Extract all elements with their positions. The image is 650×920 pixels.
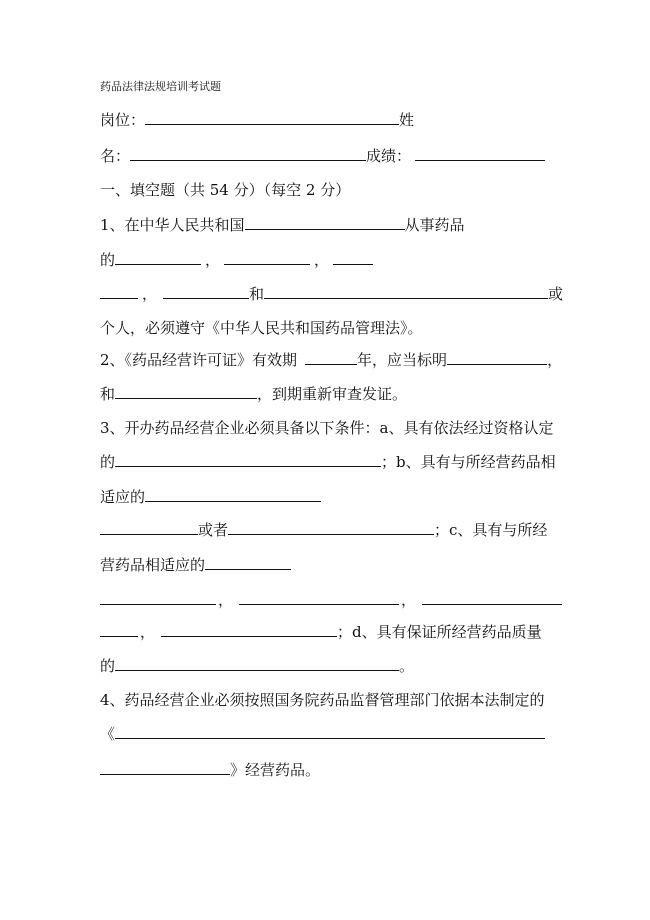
- q3-line1: 3、开办药品经营企业必须具备以下条件：a、具有依法经过资格认定: [100, 419, 554, 437]
- name-label-part2: 名：: [100, 147, 131, 165]
- q3-blank-7[interactable]: [239, 590, 399, 605]
- q4-line1: 4、药品经营企业必须按照国务院药品监督管理部门依据本法制定的: [100, 691, 545, 709]
- q1-line3: ， 和 或: [100, 284, 563, 304]
- q3-blank-4[interactable]: [228, 520, 434, 535]
- q1-blank-1[interactable]: [245, 215, 405, 230]
- score-label: 成绩：: [366, 147, 412, 165]
- q1-blank-7[interactable]: [264, 284, 548, 299]
- exam-title: 药品法律法规培训考试题: [100, 80, 221, 93]
- q3-line8: 的 。: [100, 657, 415, 675]
- q3-blank-1[interactable]: [115, 452, 381, 467]
- name-blank[interactable]: [130, 146, 366, 161]
- q3-blank-10[interactable]: [161, 622, 337, 637]
- q2-line1: 2、《药品经营许可证》有效期 年，应当标明 ，: [100, 351, 563, 369]
- q3-blank-3[interactable]: [100, 520, 198, 535]
- q2-blank-3[interactable]: [115, 384, 257, 399]
- q4-blank-1[interactable]: [115, 724, 545, 739]
- q1-line2: 的 ， ，: [100, 250, 373, 270]
- section1-heading: 一、填空题（共 54 分）（每空 2 分）: [100, 181, 351, 199]
- q2-blank-2[interactable]: [447, 350, 547, 365]
- q1-blank-2[interactable]: [115, 250, 201, 265]
- name-score-row: [100, 146, 545, 166]
- q2-blank-1[interactable]: [305, 350, 357, 365]
- name-label-part1: 姓: [399, 111, 415, 129]
- q3-blank-5[interactable]: [205, 555, 291, 570]
- q1-blank-5[interactable]: [100, 284, 138, 299]
- q3-line6: ， ，: [100, 590, 562, 610]
- q3-blank-6[interactable]: [100, 590, 216, 605]
- position-row: [100, 110, 414, 130]
- q4-blank-2[interactable]: [100, 760, 230, 775]
- q4-line3: 》经营药品。: [100, 760, 320, 780]
- q3-line5: 营药品相适应的: [100, 555, 291, 575]
- position-label: 岗位：: [100, 111, 146, 129]
- score-blank[interactable]: [415, 146, 545, 161]
- q3-blank-11[interactable]: [115, 656, 399, 671]
- q1-blank-6[interactable]: [163, 284, 249, 299]
- q1-line4: 个人，必须遵守《中华人民共和国药品管理法》。: [100, 319, 423, 337]
- q2-line2: 和 ，到期重新审查发证。: [100, 385, 408, 403]
- q1-blank-4[interactable]: [333, 250, 373, 265]
- q1-line1: 1、在中华人民共和国 从事药品: [100, 216, 465, 234]
- q4-line2: 《: [100, 724, 545, 744]
- q1-blank-3[interactable]: [224, 250, 310, 265]
- q3-blank-2[interactable]: [145, 487, 321, 502]
- q3-line3: 适应的: [100, 487, 321, 507]
- position-blank[interactable]: [145, 110, 399, 125]
- q3-line7: ， ；d、具有保证所经营药品质量: [100, 622, 542, 642]
- q3-blank-8[interactable]: [422, 590, 562, 605]
- q3-blank-9[interactable]: [100, 622, 138, 637]
- q3-line2: 的 ；b、具有与所经营药品相: [100, 453, 556, 471]
- q3-line4: 或者 ；c、具有与所经: [100, 520, 547, 540]
